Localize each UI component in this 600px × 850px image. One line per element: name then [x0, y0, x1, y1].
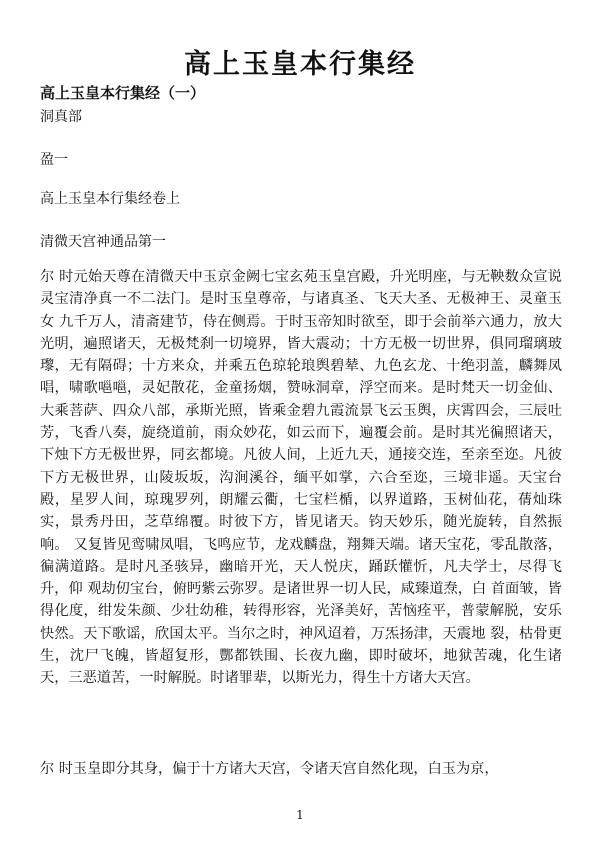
- body-paragraph-1: 尔 时元始天尊在清微天中玉京金阙七宝玄苑玉皇宫殿，升光明座，与无鞅数众宣说灵宝清净真一不二法门。是时玉皇尊帝，与诸真圣、飞天大圣、无极神王、灵童玉女 九千万人，清斋建节，侍在侧焉。于时玉帝知时欲至，即于会前举六通力，放大光明，遍照诸天，无极梵刹一切境界，皆大震动；十方无极一切世界，俱同瑠璃玻 瓈，无有隔碍；十方来众，并乘五色琼轮琅舆碧辇、九色玄龙、十绝羽盖，麟舞凤唱，啸歌嗈嗈，灵妃散花，金童扬烟，赞咏洞章，浮空而来。是时梵天一切金仙、 大乘菩萨、四众八部，承斯光照，皆乘金碧九霞流景飞云玉舆，庆霄四会，三辰吐芳，飞香八奏，旋绕道前，雨众妙花，如云而下，遍覆会前。是时其光徧照诸天， 下烛下方无极世界，同玄都境。凡彼人间，上近九天，通接交连，至亲至迩。凡彼下方无极世界，山陵坂坂，沟涧溪谷，缅平如掌，六合至迩，三境非遥。天宝台 殿，星罗人间，琼瑰罗列，朗耀云衢，七宝栏楯，以界道路，玉树仙花，蒨灿珠实，景秀丹田，芝草绵覆。时彼下方，皆见诸天。钧天妙乐，随光旋转，自然振响。 又复皆见鸾啸凤唱，飞鸣应节，龙戏麟盘，翔舞天端。诸天宝花，零乱散落，徧满道路。是时凡圣骇异，幽暗开光，天人悦庆，踊跃懽忻，凡夫学士，尽得飞升，仰 观劫仞宝台，俯眄紫云弥罗。是诸世界一切人民，咸臻道焘，白 首面皱，皆得化度，绀发朱颜、少壮幼稚，转得形容，光泽美好，苦恼痊平，普蒙解脱，安乐快然。天下歌谣，欣国太平。当尔之时，神风迢着，万炁扬津，天震地 裂，枯骨更生，沈尸飞魄，皆超复形，酆都铁围、长夜九幽，即时破坏，地狱苦魂，化生诸天，三恶道苦，一时解脱。时诸罪辈，以斯光力，得生十方诸大天宫。: [40, 269, 562, 687]
- section-label: 洞真部: [40, 109, 82, 125]
- body-paragraph-2: 尔 时玉皇即分其身，偏于十方诸大天宫，令诸天宫自然化现，白玉为京，: [40, 761, 499, 777]
- volume-mark: 盈一: [40, 152, 68, 168]
- page-number: 1: [296, 808, 304, 822]
- document-subtitle: 高上玉皇本行集经（一）: [40, 84, 206, 102]
- chapter-title: 清微天宫神通品第一: [40, 234, 166, 250]
- document-title: 高上玉皇本行集经: [184, 49, 416, 80]
- scroll-title: 高上玉皇本行集经卷上: [40, 191, 180, 207]
